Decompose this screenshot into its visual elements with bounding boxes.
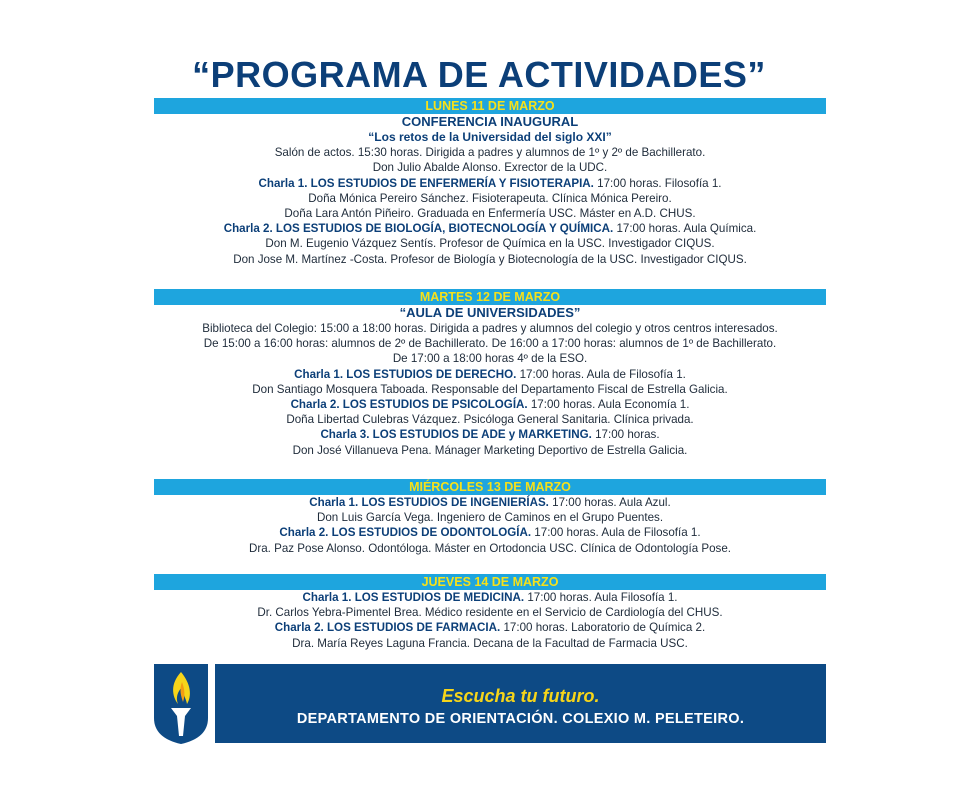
page-title: “PROGRAMA DE ACTIVIDADES” — [192, 54, 766, 95]
talk-title: Charla 2. LOS ESTUDIOS DE ODONTOLOGÍA. — [279, 526, 532, 540]
talk-details: 17:00 horas. Laboratorio de Química 2. — [500, 621, 706, 635]
day-header: MARTES 12 DE MARZO — [154, 289, 826, 305]
talk-details: 17:00 horas. Aula Filosofía 1. — [524, 591, 678, 604]
day-header: MIÉRCOLES 13 DE MARZO — [154, 479, 826, 495]
talk-details: 17:00 horas. Aula Química. — [613, 222, 757, 236]
talk-details: 17:00 horas. Aula de Filosofía 1. — [516, 367, 686, 381]
department-name: DEPARTAMENTO DE ORIENTACIÓN. COLEXIO M. PELETEIRO. — [296, 711, 745, 727]
info-line: Biblioteca del Colegio: 15:00 a 18:00 horas. Dirigida a padres y alumnos del colegio y otros centros interesados. — [202, 322, 778, 335]
info-line: Dr. Carlos Yebra-Pimentel Brea. Médico residente en el Servicio de Cardiología del CHUS. — [257, 606, 723, 620]
talk-details: 17:00 horas. Aula de Filosofía 1. — [531, 526, 701, 540]
day-header: JUEVES 14 DE MARZO — [154, 574, 826, 590]
torch-shield-icon — [154, 664, 208, 744]
talk-line — [154, 495, 826, 510]
talk-details: 17:00 horas. — [591, 428, 660, 442]
talk-title: Charla 2. LOS ESTUDIOS DE PSICOLOGÍA. — [290, 397, 528, 411]
info-line: Don Jose M. Martínez -Costa. Profesor de Biología y Biotecnología de la USC. Investigador CIQUS. — [233, 252, 747, 266]
talk-title: Charla 1. LOS ESTUDIOS DE ENFERMERÍA Y FISIOTERAPIA. — [258, 176, 594, 190]
day-lines — [154, 495, 826, 556]
talk-line — [154, 427, 826, 442]
talk-title: Charla 2. LOS ESTUDIOS DE BIOLOGÍA, BIOTECNOLOGÍA Y QUÍMICA. — [223, 222, 614, 236]
event-heading: CONFERENCIA INAUGURAL — [401, 114, 579, 129]
talk-details: 17:00 horas. Filosofía 1. — [593, 176, 722, 190]
info-line: Doña Mónica Pereiro Sánchez. Fisioterapeuta. Clínica Mónica Pereiro. — [308, 191, 672, 205]
info-line: Salón de actos. 15:30 horas. Dirigida a padres y alumnos de 1º y 2º de Bachillerato. — [274, 146, 706, 160]
talk-line — [154, 176, 826, 191]
talk-details: 17:00 horas. Aula Azul. — [548, 496, 671, 509]
talk-line — [154, 590, 826, 605]
info-line: Don Santiago Mosquera Taboada. Responsable del Departamento Fiscal de Estrella Galicia. — [252, 382, 728, 396]
day-section-tuesday — [154, 289, 826, 458]
day-section-thursday — [154, 574, 826, 651]
talk-details: 17:00 horas. Aula Economía 1. — [527, 397, 690, 411]
talk-title: Charla 2. LOS ESTUDIOS DE FARMACIA. — [274, 621, 501, 635]
talk-title: Charla 1. LOS ESTUDIOS DE MEDICINA. — [302, 591, 525, 604]
day-lines — [154, 114, 826, 267]
day-lines — [154, 305, 826, 458]
info-line: Don José Villanueva Pena. Mánager Marketing Deportivo de Estrella Galicia. — [292, 443, 688, 457]
talk-title: Charla 3. LOS ESTUDIOS DE ADE y MARKETING. — [320, 428, 592, 442]
info-line: Dra. Paz Pose Alonso. Odontóloga. Máster en Ortodoncia USC. Clínica de Odontología Pose. — [248, 541, 732, 555]
talk-title: Charla 1. LOS ESTUDIOS DE INGENIERÍAS. — [309, 496, 549, 509]
info-line: Don Julio Abalde Alonso. Exrector de la UDC. — [372, 161, 608, 175]
day-header: LUNES 11 DE MARZO — [154, 98, 826, 114]
info-line: Dra. María Reyes Laguna Francia. Decana de la Facultad de Farmacia USC. — [292, 636, 688, 650]
talk-line — [154, 525, 826, 540]
day-lines — [154, 590, 826, 651]
info-line: Don Luis García Vega. Ingeniero de Caminos en el Grupo Puentes. — [316, 511, 664, 525]
day-section-monday — [154, 98, 826, 267]
day-section-wednesday — [154, 479, 826, 556]
talk-line — [154, 221, 826, 236]
slogan: Escucha tu futuro. — [441, 686, 600, 706]
talk-line — [154, 367, 826, 382]
footer-banner — [215, 664, 826, 743]
info-line: De 17:00 a 18:00 horas 4º de la ESO. — [392, 352, 588, 366]
info-line: De 15:00 a 16:00 horas: alumnos de 2º de Bachillerato. De 16:00 a 17:00 horas: alumnos de 1º de Bachillerato. — [203, 337, 777, 351]
event-subheading: “Los retos de la Universidad del siglo XXI” — [368, 130, 612, 144]
event-heading: “AULA DE UNIVERSIDADES” — [399, 305, 581, 320]
talk-line — [154, 620, 826, 635]
info-line: Don M. Eugenio Vázquez Sentís. Profesor de Química en la USC. Investigador CIQUS. — [265, 237, 715, 251]
talk-title: Charla 1. LOS ESTUDIOS DE DERECHO. — [294, 367, 517, 381]
info-line: Doña Libertad Culebras Vázquez. Psicóloga General Sanitaria. Clínica privada. — [286, 413, 694, 427]
talk-line — [154, 397, 826, 412]
info-line: Doña Lara Antón Piñeiro. Graduada en Enfermería USC. Máster en A.D. CHUS. — [284, 206, 696, 220]
